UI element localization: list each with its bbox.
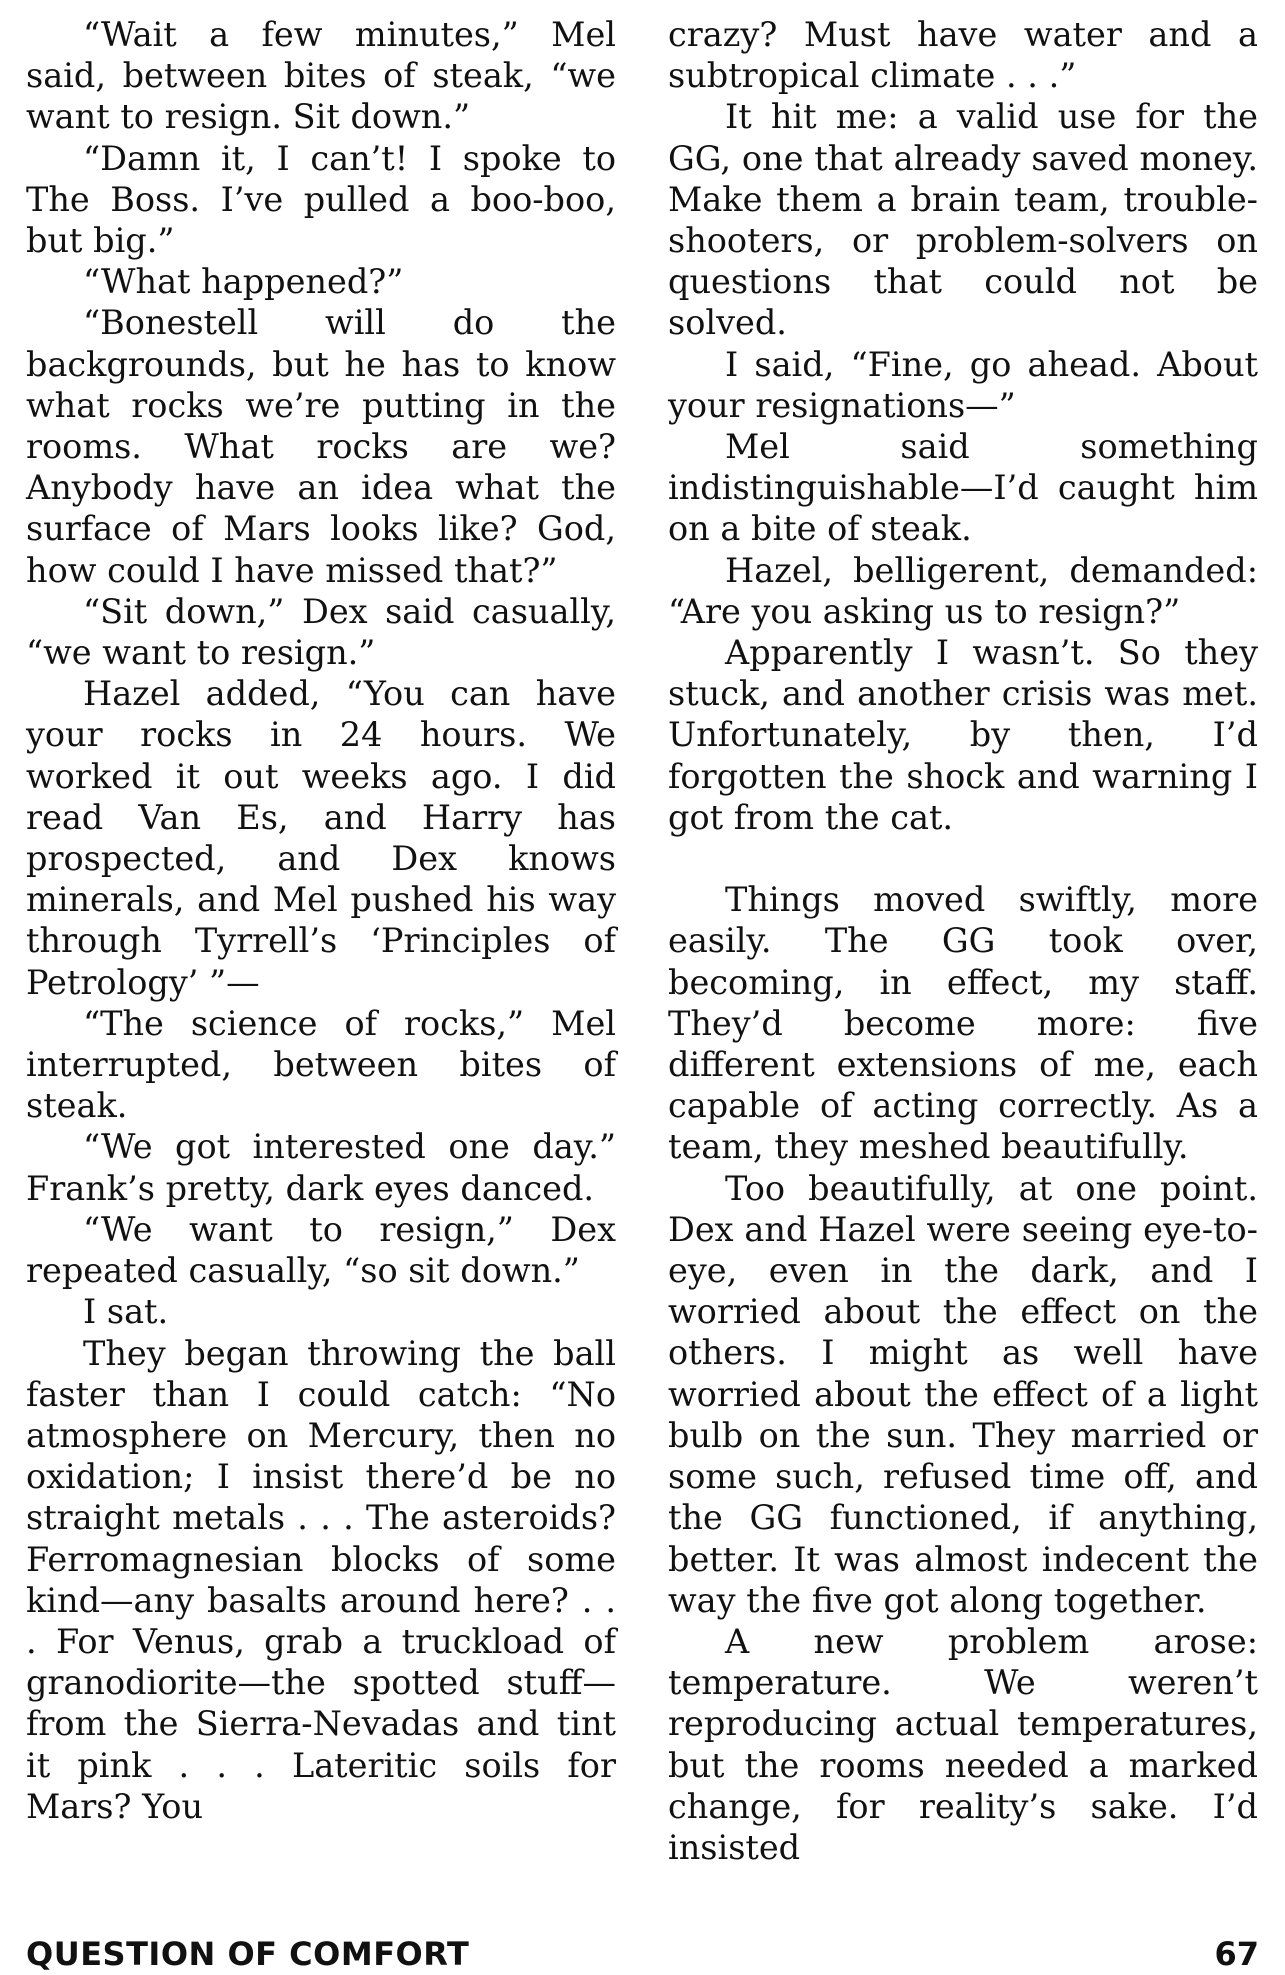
paragraph: Mel said something indistinguishable—I’d caught him on a bite of steak. [668, 427, 1258, 549]
paragraph: “What happened?” [83, 262, 404, 302]
paragraph: “Wait a few minutes,” Mel said, between bites of steak, “we want to resign. Sit down.” [26, 15, 616, 137]
paragraph: Things moved swiftly, more easily. The GG took over, becoming, in effect, my staff. They’d become more: five different extensions of me, each capable of acting correctly. As a team, they meshed beautifully. [668, 880, 1258, 1167]
page-number: 67 [1214, 1935, 1259, 1973]
section-break [668, 838, 1258, 879]
paragraph: Hazel, belligerent, demanded: “Are you asking us to resign?” [668, 550, 1258, 631]
paragraph: “The science of rocks,” Mel interrupted, between bites of steak. [26, 1003, 616, 1126]
left-text-column [26, 14, 616, 1827]
paragraph: Hazel added, “You can have your rocks in 24 hours. We worked it out weeks ago. I did read Van Es, and Harry has prospected, and Dex knows minerals, and Mel pushed his way through Tyrrell’s ‘Principles of Petrology’ ”— [26, 674, 616, 1002]
paragraph: I said, “Fine, go ahead. About your resignations—” [668, 344, 1258, 425]
paragraph: Too beautifully, at one point. Dex and Hazel were seeing eye-to-eye, even in the dark, and I worried about the effect on the others. I might as well have worried about the effect of a light bulb on the sun. They married or some such, refused time off, and the GG functioned, if anything, better. It was almost indecent the way the five got along together. [668, 1168, 1258, 1620]
paragraph: It hit me: a valid use for the GG, one that already saved money. Make them a brain team, trouble-shooters, or problem-solvers on questions that could not be solved. [668, 97, 1258, 343]
paragraph: “Damn it, I can’t! I spoke to The Boss. I’ve pulled a boo-boo, but big.” [26, 138, 616, 261]
paragraph: “Bonestell will do the backgrounds, but he has to know what rocks we’re putting in the rooms. What rocks are we? Anybody have an idea what the surface of Mars looks like? God, how could I have missed that?” [26, 303, 616, 590]
paragraph: A new problem arose: temperature. We weren’t reproducing actual temperatures, but the rooms needed a marked change, for reality’s sake. I’d insisted [668, 1621, 1258, 1867]
paragraph: They began throwing the ball faster than I could catch: “No atmosphere on Mercury, then no oxidation; I insist there’d be no straight metals . . . The asteroids? Ferromagnesian blocks of some kind—any basalts around here? . . . For Venus, grab a truckload of granodiorite—the spotted stuff—from the Sierra-Nevadas and tint it pink . . . Lateritic soils for Mars? You [26, 1333, 616, 1826]
paragraph: “We want to resign,” Dex repeated casually, “so sit down.” [26, 1209, 616, 1291]
paragraph-continuation: crazy? Must have water and a subtropical climate . . .” [668, 15, 1258, 96]
paragraph: “We got interested one day.” Frank’s pretty, dark eyes danced. [26, 1127, 616, 1208]
paragraph: Apparently I wasn’t. So they stuck, and another crisis was met. Unfortunately, by then, I’d forgotten the shock and warning I got from the cat. [668, 633, 1258, 837]
paragraph: “Sit down,” Dex said casually, “we want to resign.” [26, 591, 616, 673]
running-title: QUESTION OF COMFORT [26, 1935, 470, 1973]
paragraph: I sat. [83, 1292, 169, 1332]
right-text-column [668, 14, 1258, 1868]
page-footer [26, 1935, 1259, 1975]
